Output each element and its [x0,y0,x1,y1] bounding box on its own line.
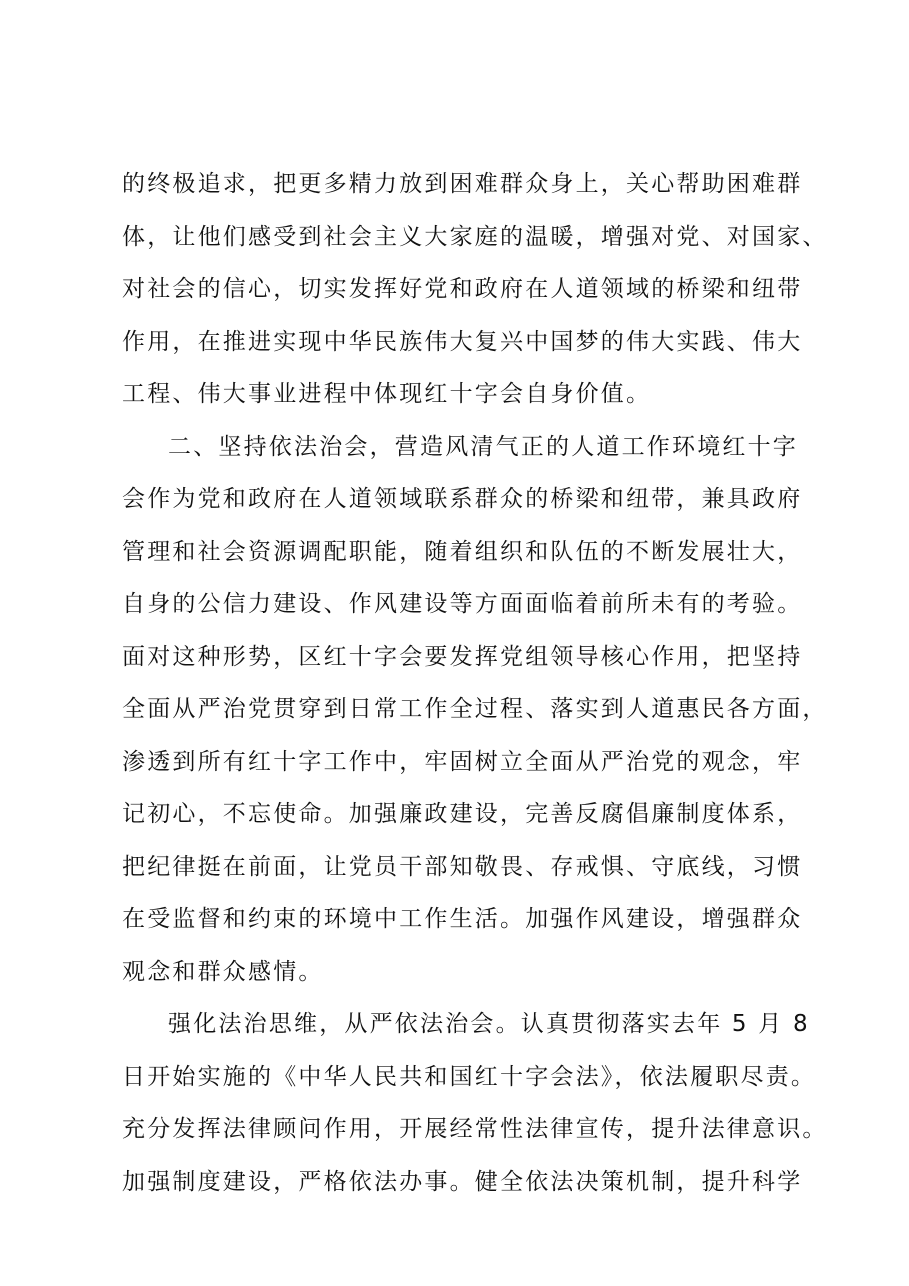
document-body [122,158,828,1208]
text-line: 渗透到所有红十字工作中，牢固树立全面从严治党的观念，牢 [122,748,803,775]
text-line: 的终极追求，把更多精力放到困难群众身上，关心帮助困难群 [122,171,803,197]
text-line: 会作为党和政府在人道领域联系群众的桥梁和纽带，兼具政府 [122,486,803,512]
text-line: 在受监督和约束的环境中工作生活。加强作风建设，增强群众 [122,906,803,932]
text-line: 工程、伟大事业进程中体现红十字会自身价值。 [122,381,652,407]
text-line: 充分发挥法律顾问作用，开展经常性法律宣传，提升法律意识。 [122,1116,828,1142]
text-line: 管理和社会资源调配职能，随着组织和队伍的不断发展壮大， [122,538,803,565]
text-line: 加强制度建设，严格依法办事。健全依法决策机制，提升科学 [122,1168,803,1195]
text-line: 体，让他们感受到社会主义大家庭的温暖，增强对党、对国家、 [122,223,828,250]
text-line: 强化法治思维，从严依法治会。认真贯彻落实去年 5 月 8 [168,1011,810,1037]
text-line: 对社会的信心，切实发挥好党和政府在人道领域的桥梁和纽带 [122,276,803,302]
text-line: 观念和群众感情。 [122,958,324,985]
text-line: 作用，在推进实现中华民族伟大复兴中国梦的伟大实践、伟大 [122,328,803,355]
text-line: 二、坚持依法治会，营造风清气正的人道工作环境红十字 [168,433,798,460]
text-line: 自身的公信力建设、作风建设等方面面临着前所未有的考验。 [122,591,803,617]
text-line: 日开始实施的《中华人民共和国红十字会法》，依法履职尽责。 [122,1063,817,1090]
text-line: 面对这种形势，区红十字会要发挥党组领导核心作用，把坚持 [122,643,803,670]
text-line: 把纪律挺在前面，让党员干部知敬畏、存戒惧、守底线，习惯 [122,853,803,880]
text-line: 全面从严治党贯穿到日常工作全过程、落实到人道惠民各方面， [122,696,828,722]
text-line: 记初心，不忘使命。加强廉政建设，完善反腐倡廉制度体系， [122,801,803,827]
